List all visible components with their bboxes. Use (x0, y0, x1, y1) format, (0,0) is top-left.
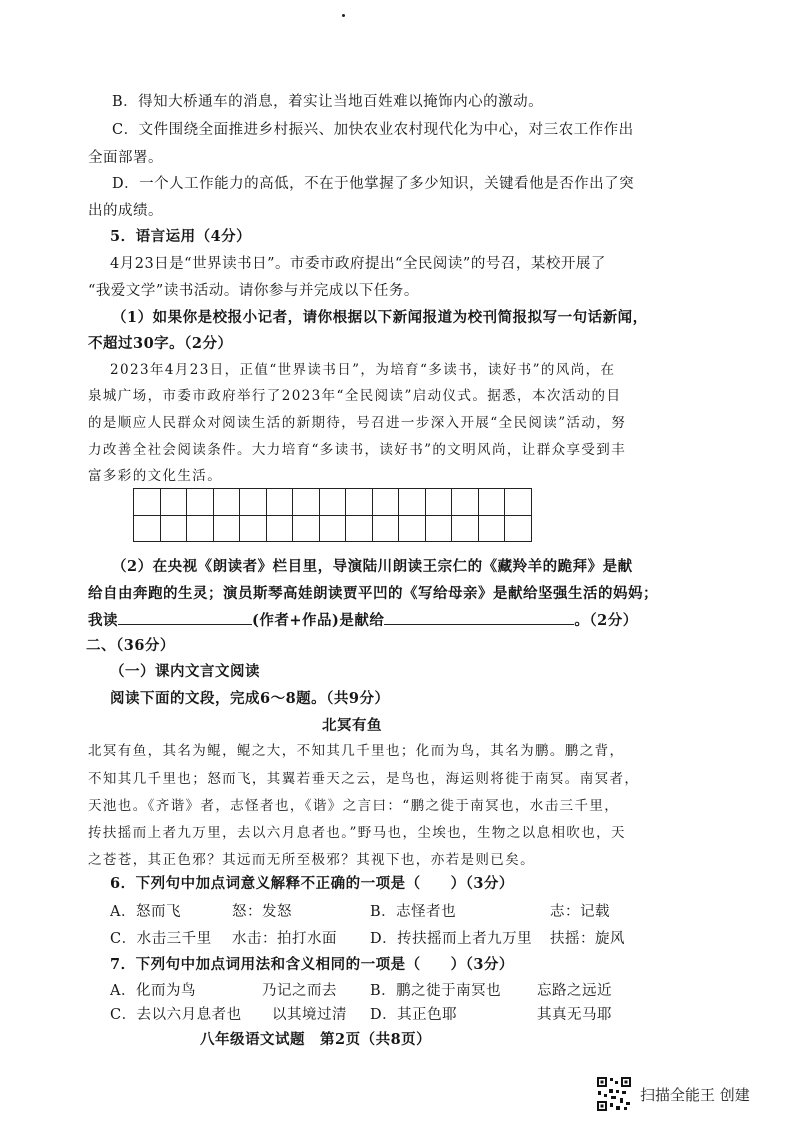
grid-row (134, 489, 532, 516)
q7-option-b-compare: 忘路之远近 (537, 983, 612, 999)
grid-cell[interactable] (187, 515, 214, 542)
grid-cell[interactable] (505, 515, 532, 542)
scanner-watermark: 扫描全能王 创建 (640, 1086, 750, 1104)
section-2-1-title: （一）课内文言文阅读 (110, 663, 260, 680)
grid-cell[interactable] (505, 489, 532, 516)
q7-option-d: D．其正色耶 (370, 1007, 458, 1023)
q6-option-c-note: 水击：拍打水面 (232, 931, 337, 947)
grid-cell[interactable] (452, 515, 479, 542)
q5-2-line1: （2）在央视《朗读者》栏目里，导演陆川朗读王宗仁的《藏羚羊的跪拜》是献 (112, 558, 633, 575)
q5-1-line2: 不超过30字。（2分） (88, 335, 233, 352)
passage-title: 北冥有鱼 (322, 717, 382, 734)
answer-grid[interactable] (133, 488, 532, 542)
q5-2-prefix: 我读 (88, 612, 118, 629)
grid-cell[interactable] (134, 489, 161, 516)
grid-cell[interactable] (346, 489, 373, 516)
grid-cell[interactable] (425, 489, 452, 516)
news-line4: 力改善全社会阅读条件。大力培育“多读书，读好书”的文明风尚，让群众享受到丰 (88, 442, 627, 458)
grid-cell[interactable] (266, 515, 293, 542)
grid-cell[interactable] (240, 515, 267, 542)
grid-cell[interactable] (346, 515, 373, 542)
grid-cell[interactable] (187, 489, 214, 516)
passage-line1: 北冥有鱼，其名为鲲，鲲之大，不知其几千里也；化而为鸟，其名为鹏。鹏之背， (88, 743, 625, 759)
q6-option-b: B．志怪者也 (370, 904, 457, 920)
grid-cell[interactable] (452, 489, 479, 516)
grid-cell[interactable] (478, 489, 505, 516)
q5-2-end: 。（2分） (574, 612, 638, 629)
q6-option-b-note: 志：记载 (550, 904, 610, 920)
grid-cell[interactable] (319, 489, 346, 516)
grid-cell[interactable] (213, 489, 240, 516)
passage-line4: 抟扶摇而上者九万里，去以六月息者也。”野马也，尘埃也，生物之以息相吹也，天 (88, 825, 626, 841)
grid-cell[interactable] (372, 489, 399, 516)
q6-option-d: D．抟扶摇而上者九万里 (370, 931, 533, 947)
option-d-line1: D．一个人工作能力的高低，不在于他掌握了多少知识，关键看他是否作出了突 (112, 176, 635, 192)
q7-option-c: C．去以六月息者也 (110, 1007, 242, 1023)
option-c-line2: 全面部署。 (88, 150, 163, 166)
grid-cell[interactable] (399, 515, 426, 542)
grid-cell[interactable] (319, 515, 346, 542)
question-5-title: 5．语言运用（4分） (110, 228, 252, 245)
section-2-title: 二、（36分） (86, 637, 175, 654)
grid-row (134, 515, 532, 542)
q6-option-a: A．怒而飞 (110, 904, 181, 920)
news-line3: 的是顺应人民群众对阅读生活的新期待，号召进一步深入开展“全民阅读”活动，努 (88, 415, 627, 431)
q5-intro-line2: “我爱文学”读书活动。请你参与并完成以下任务。 (88, 283, 419, 299)
q5-2-middle: (作者+作品)是献给 (252, 612, 385, 629)
grid-cell[interactable] (134, 515, 161, 542)
author-work-blank[interactable] (118, 610, 252, 625)
q6-option-c: C．水击三千里 (110, 931, 212, 947)
q5-1-line1: （1）如果你是校报小记者，请你根据以下新闻报道为校刊简报拟写一句话新闻， (112, 309, 648, 326)
grid-cell[interactable] (399, 489, 426, 516)
page-footer: 八年级语文试题 第2页（共8页） (200, 1031, 432, 1048)
q7-option-b: B．鹏之徙于南冥也 (370, 983, 502, 999)
grid-cell[interactable] (160, 515, 187, 542)
grid-cell[interactable] (478, 515, 505, 542)
question-7: 7．下列句中加点词用法和含义相同的一项是（ ）（3分） (110, 956, 514, 973)
passage-line2: 不知其几千里也；怒而飞，其翼若垂天之云，是鸟也，海运则将徙于南冥。南冥者， (88, 771, 640, 787)
passage-line5: 之苍苍，其正色邪？其远而无所至极邪？其视下也，亦若是则已矣。 (88, 852, 535, 868)
grid-cell[interactable] (372, 515, 399, 542)
option-d-line2: 出的成绩。 (88, 203, 163, 219)
option-b: B．得知大桥通车的消息，着实让当地百姓难以掩饰内心的激动。 (112, 94, 544, 110)
option-c-line1: C．文件围绕全面推进乡村振兴、加快农业农村现代化为中心，对三农工作作出 (112, 122, 634, 138)
grid-cell[interactable] (425, 515, 452, 542)
section-2-instruction: 阅读下面的文段，完成6～8题。（共9分） (110, 690, 390, 707)
q5-2-line3 (88, 610, 638, 631)
q7-option-a: A．化而为鸟 (110, 983, 196, 999)
passage-line3: 天池也。《齐谐》者，志怪者也，《谐》之言曰：“鹏之徙于南冥也，水击三千里， (88, 798, 620, 814)
q5-2-line2: 给自由奔跑的生灵；演员斯琴高娃朗读贾平凹的《写给母亲》是献给坚强生活的妈妈； (88, 585, 658, 602)
q7-option-c-compare: 以其境过清 (272, 1007, 347, 1023)
q7-option-d-compare: 其真无马耶 (537, 1007, 612, 1023)
news-line1: 2023年4月23日，正值“世界读书日”，为培育“多读书，读好书”的风尚，在 (110, 362, 616, 378)
q6-option-a-note: 怒：发怒 (232, 904, 292, 920)
grid-cell[interactable] (213, 515, 240, 542)
q6-option-d-note: 扶摇：旋风 (550, 931, 625, 947)
news-line5: 富多彩的文化生活。 (88, 468, 223, 484)
q7-option-a-compare: 乃记之而去 (262, 983, 337, 999)
grid-cell[interactable] (266, 489, 293, 516)
grid-cell[interactable] (160, 489, 187, 516)
grid-cell[interactable] (293, 515, 320, 542)
grid-cell[interactable] (240, 489, 267, 516)
scan-dot (342, 14, 345, 17)
question-6: 6．下列句中加点词意义解释不正确的一项是（ ）（3分） (110, 875, 514, 892)
grid-cell[interactable] (293, 489, 320, 516)
news-line2: 泉城广场，市委市政府举行了2023年“全民阅读”启动仪式。据悉，本次活动的目 (88, 388, 622, 404)
q5-intro-line1: 4月23日是“世界读书日”。市委市政府提出“全民阅读”的号召，某校开展了 (110, 256, 606, 272)
dedication-blank[interactable] (384, 610, 574, 625)
qr-code-icon (596, 1076, 632, 1112)
